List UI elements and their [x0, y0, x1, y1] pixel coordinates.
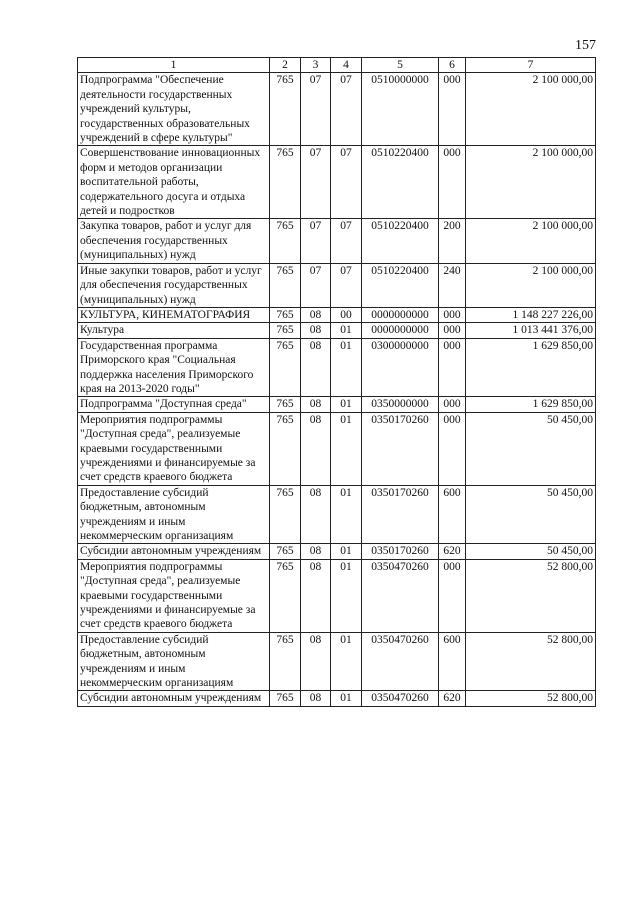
row-subsection: 07 [331, 263, 362, 307]
row-ministry-code: 765 [270, 485, 301, 544]
row-name: Субсидии автономным учреждениям [78, 691, 270, 706]
row-ministry-code: 765 [270, 323, 301, 338]
row-name: Закупка товаров, работ и услуг для обеспечения государственных (муниципальных) нужд [78, 219, 270, 263]
table-row [78, 544, 596, 559]
table-row [78, 307, 596, 322]
row-ministry-code: 765 [270, 338, 301, 397]
row-target-article: 0510220400 [362, 263, 439, 307]
row-name: Предоставление субсидий бюджетным, автономным учреждениям и иным некоммерческим организациям [78, 632, 270, 691]
column-header: 5 [362, 58, 439, 73]
row-section: 08 [301, 691, 331, 706]
row-subsection: 01 [331, 397, 362, 412]
row-target-article: 0350170260 [362, 412, 439, 485]
row-subsection: 01 [331, 559, 362, 632]
budget-table [77, 57, 596, 707]
row-name: Подпрограмма "Доступная среда" [78, 397, 270, 412]
row-name: Мероприятия подпрограммы "Доступная среда", реализуемые краевыми государственными учреждениями и финансируемые за счет средств краевого бюджета [78, 559, 270, 632]
row-expense-type: 600 [439, 485, 466, 544]
column-header: 4 [331, 58, 362, 73]
row-name: Мероприятия подпрограммы "Доступная среда", реализуемые краевыми государственными учреждениями и финансируемые за счет средств краевого бюджета [78, 412, 270, 485]
row-target-article: 0350000000 [362, 397, 439, 412]
row-ministry-code: 765 [270, 146, 301, 219]
row-amount: 50 450,00 [466, 544, 596, 559]
column-header: 6 [439, 58, 466, 73]
row-ministry-code: 765 [270, 544, 301, 559]
row-target-article: 0300000000 [362, 338, 439, 397]
row-section: 07 [301, 146, 331, 219]
row-target-article: 0510220400 [362, 146, 439, 219]
row-amount: 2 100 000,00 [466, 263, 596, 307]
row-section: 08 [301, 397, 331, 412]
row-amount: 52 800,00 [466, 559, 596, 632]
row-ministry-code: 765 [270, 397, 301, 412]
table-row [78, 338, 596, 397]
row-section: 08 [301, 307, 331, 322]
table-header-row [78, 58, 596, 73]
row-amount: 1 013 441 376,00 [466, 323, 596, 338]
row-subsection: 01 [331, 485, 362, 544]
row-target-article: 0350470260 [362, 632, 439, 691]
row-target-article: 0350470260 [362, 691, 439, 706]
row-amount: 1 629 850,00 [466, 338, 596, 397]
row-name: Подпрограмма "Обеспечение деятельности государственных учреждений культуры, государственных образовательных учреждений в сфере культуры" [78, 73, 270, 146]
column-header: 2 [270, 58, 301, 73]
row-subsection: 01 [331, 412, 362, 485]
table-row [78, 559, 596, 632]
row-target-article: 0000000000 [362, 307, 439, 322]
row-name: КУЛЬТУРА, КИНЕМАТОГРАФИЯ [78, 307, 270, 322]
row-amount: 50 450,00 [466, 485, 596, 544]
row-expense-type: 240 [439, 263, 466, 307]
table-row [78, 412, 596, 485]
row-ministry-code: 765 [270, 307, 301, 322]
row-name: Культура [78, 323, 270, 338]
table-body [78, 73, 596, 706]
row-subsection: 01 [331, 691, 362, 706]
row-ministry-code: 765 [270, 73, 301, 146]
row-subsection: 01 [331, 544, 362, 559]
row-target-article: 0510220400 [362, 219, 439, 263]
row-section: 08 [301, 632, 331, 691]
column-header: 7 [466, 58, 596, 73]
row-name: Иные закупки товаров, работ и услуг для обеспечения государственных (муниципальных) нужд [78, 263, 270, 307]
row-subsection: 07 [331, 219, 362, 263]
row-expense-type: 620 [439, 544, 466, 559]
row-ministry-code: 765 [270, 219, 301, 263]
row-section: 08 [301, 412, 331, 485]
row-amount: 52 800,00 [466, 691, 596, 706]
row-section: 08 [301, 338, 331, 397]
row-expense-type: 000 [439, 559, 466, 632]
table-row [78, 691, 596, 706]
row-ministry-code: 765 [270, 691, 301, 706]
row-section: 07 [301, 219, 331, 263]
table-row [78, 632, 596, 691]
row-ministry-code: 765 [270, 559, 301, 632]
row-target-article: 0000000000 [362, 323, 439, 338]
row-amount: 2 100 000,00 [466, 146, 596, 219]
row-subsection: 01 [331, 338, 362, 397]
row-subsection: 01 [331, 323, 362, 338]
row-target-article: 0350170260 [362, 485, 439, 544]
row-expense-type: 000 [439, 323, 466, 338]
row-name: Предоставление субсидий бюджетным, автономным учреждениям и иным некоммерческим организациям [78, 485, 270, 544]
table-row [78, 146, 596, 219]
row-name: Государственная программа Приморского края "Социальная поддержка населения Приморского края на 2013-2020 годы" [78, 338, 270, 397]
row-subsection: 07 [331, 73, 362, 146]
row-expense-type: 200 [439, 219, 466, 263]
row-expense-type: 000 [439, 338, 466, 397]
table-row [78, 73, 596, 146]
row-ministry-code: 765 [270, 632, 301, 691]
row-amount: 2 100 000,00 [466, 219, 596, 263]
row-expense-type: 000 [439, 73, 466, 146]
row-section: 08 [301, 485, 331, 544]
row-amount: 1 148 227 226,00 [466, 307, 596, 322]
row-section: 08 [301, 559, 331, 632]
row-section: 07 [301, 73, 331, 146]
row-expense-type: 000 [439, 412, 466, 485]
row-amount: 50 450,00 [466, 412, 596, 485]
row-target-article: 0350470260 [362, 559, 439, 632]
row-name: Совершенствование инновационных форм и методов организации воспитательной работы, содержательного досуга и отдыха детей и подростков [78, 146, 270, 219]
row-name: Субсидии автономным учреждениям [78, 544, 270, 559]
row-expense-type: 600 [439, 632, 466, 691]
row-amount: 2 100 000,00 [466, 73, 596, 146]
row-section: 07 [301, 263, 331, 307]
row-ministry-code: 765 [270, 412, 301, 485]
row-amount: 52 800,00 [466, 632, 596, 691]
row-ministry-code: 765 [270, 263, 301, 307]
table-row [78, 485, 596, 544]
column-header: 3 [301, 58, 331, 73]
table-row [78, 397, 596, 412]
table-row [78, 323, 596, 338]
table-row [78, 219, 596, 263]
row-subsection: 07 [331, 146, 362, 219]
row-expense-type: 620 [439, 691, 466, 706]
row-section: 08 [301, 323, 331, 338]
row-target-article: 0350170260 [362, 544, 439, 559]
row-subsection: 01 [331, 632, 362, 691]
table-row [78, 263, 596, 307]
row-amount: 1 629 850,00 [466, 397, 596, 412]
row-target-article: 0510000000 [362, 73, 439, 146]
column-header: 1 [78, 58, 270, 73]
row-section: 08 [301, 544, 331, 559]
row-expense-type: 000 [439, 307, 466, 322]
row-expense-type: 000 [439, 397, 466, 412]
page-number: 157 [575, 38, 596, 53]
row-expense-type: 000 [439, 146, 466, 219]
row-subsection: 00 [331, 307, 362, 322]
